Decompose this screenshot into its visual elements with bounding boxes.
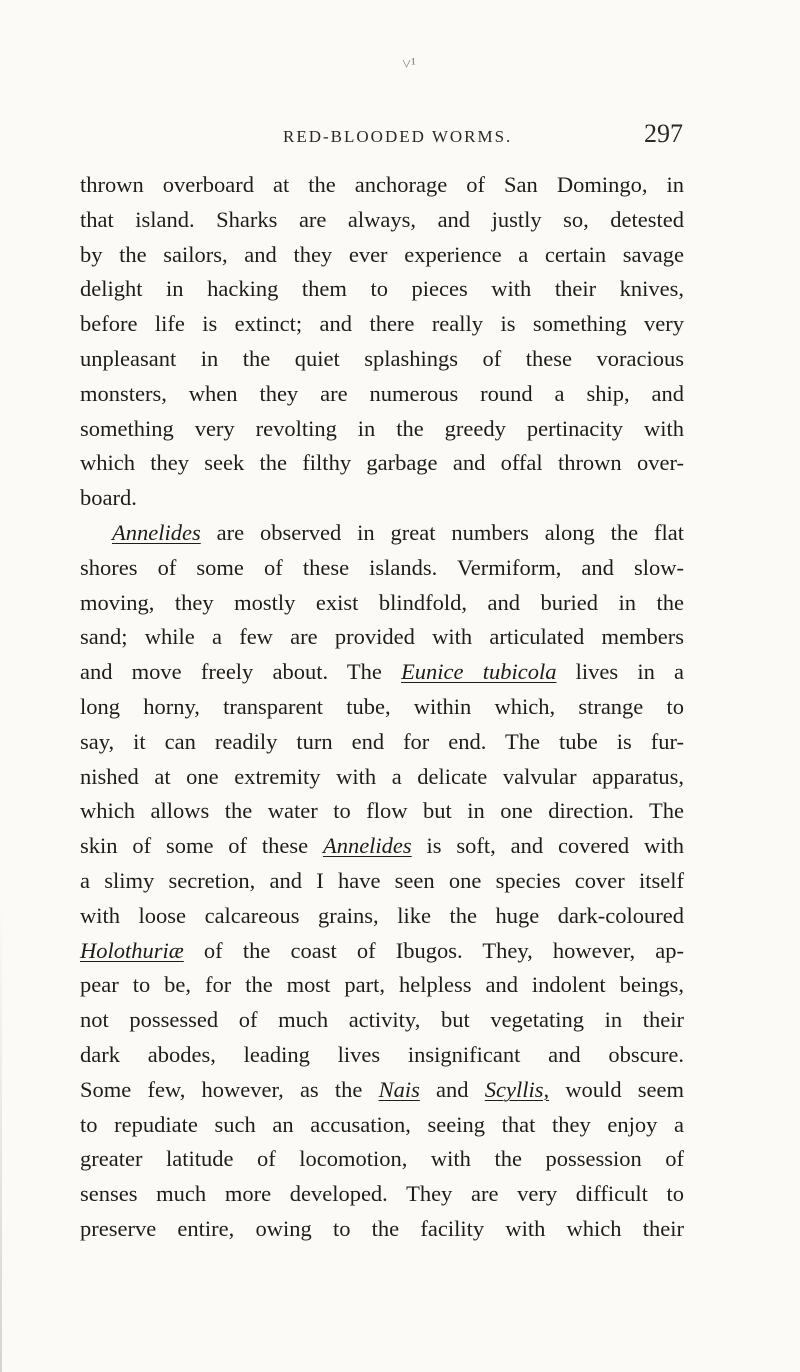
text-line: sand; while a few are provided with articulated members	[80, 624, 684, 650]
body-text	[80, 168, 684, 1247]
text-line: not possessed of much activity, but vegetating in their	[80, 1007, 684, 1033]
text-line	[80, 829, 684, 864]
text-line: a slimy secretion, and I have seen one species cover itself	[80, 867, 684, 893]
text-line: pear to be, for the most part, helpless and indolent beings,	[80, 972, 684, 998]
text-run: lives in a	[556, 659, 685, 685]
text-line	[80, 1073, 684, 1108]
print-mark: ˅¹	[402, 56, 416, 73]
text-line: long horny, transparent tube, within which, strange to	[80, 693, 684, 719]
text-line: greater latitude of locomotion, with the possession of	[80, 1146, 684, 1172]
text-line: thrown overboard at the anchorage of San Domingo, in	[80, 172, 684, 197]
text-line: nished at one extremity with a delicate valvular apparatus,	[80, 763, 684, 789]
text-line: by the sailors, and they ever experience a certain savage	[80, 241, 684, 267]
text-line: say, it can readily turn end for end. The tube is fur-	[80, 728, 684, 754]
text-line: which they seek the filthy garbage and offal thrown over-	[80, 450, 684, 476]
page-header	[283, 119, 683, 163]
italic-term: Nais	[378, 1076, 420, 1102]
italic-term: Scyllis,	[484, 1076, 550, 1102]
text-line: something very revolting in the greedy pertinacity with	[80, 415, 684, 441]
text-line: before life is extinct; and there really is something very	[80, 311, 684, 337]
text-run: Some few, however, as the	[80, 1076, 379, 1102]
italic-term: Annelides	[322, 833, 412, 859]
text-line	[80, 934, 684, 969]
text-line: with loose calcareous grains, like the huge dark-coloured	[80, 902, 684, 928]
text-run: skin of some of these	[80, 833, 323, 859]
text-run: are observed in great numbers along the flat	[200, 519, 684, 545]
page-number: 297	[644, 119, 683, 148]
text-line: preserve entire, owing to the facility with which their	[80, 1215, 684, 1241]
italic-term: Holothuriæ	[80, 937, 184, 963]
text-line: senses much more developed. They are very difficult to	[80, 1181, 684, 1207]
text-line	[80, 516, 684, 551]
text-line: monsters, when they are numerous round a ship, and	[80, 380, 684, 406]
page-edge-shadow	[0, 900, 2, 1372]
italic-term: Annelides	[112, 519, 201, 545]
text-run: and move freely about. The	[80, 659, 402, 685]
text-line: board.	[80, 485, 137, 511]
text-run: is soft, and covered with	[411, 833, 684, 859]
running-head: RED-BLOODED WORMS.	[283, 127, 513, 146]
text-line: to repudiate such an accusation, seeing that they enjoy a	[80, 1111, 684, 1137]
text-line: that island. Sharks are always, and justly so, detested	[80, 206, 684, 232]
text-line: delight in hacking them to pieces with their knives,	[80, 276, 684, 302]
italic-term: Eunice tubicola	[401, 659, 557, 685]
text-run: of the coast of Ibugos. They, however, ap-	[183, 937, 684, 963]
text-line	[80, 655, 684, 690]
text-line: shores of some of these islands. Vermiform, and slow-	[80, 554, 684, 580]
text-line: unpleasant in the quiet splashings of these voracious	[80, 345, 684, 371]
text-run: would seem	[549, 1076, 684, 1102]
text-line: moving, they mostly exist blindfold, and buried in the	[80, 589, 684, 615]
text-line: dark abodes, leading lives insignificant and obscure.	[80, 1041, 684, 1067]
text-line: which allows the water to flow but in one direction. The	[80, 798, 684, 824]
text-run: and	[419, 1076, 485, 1102]
